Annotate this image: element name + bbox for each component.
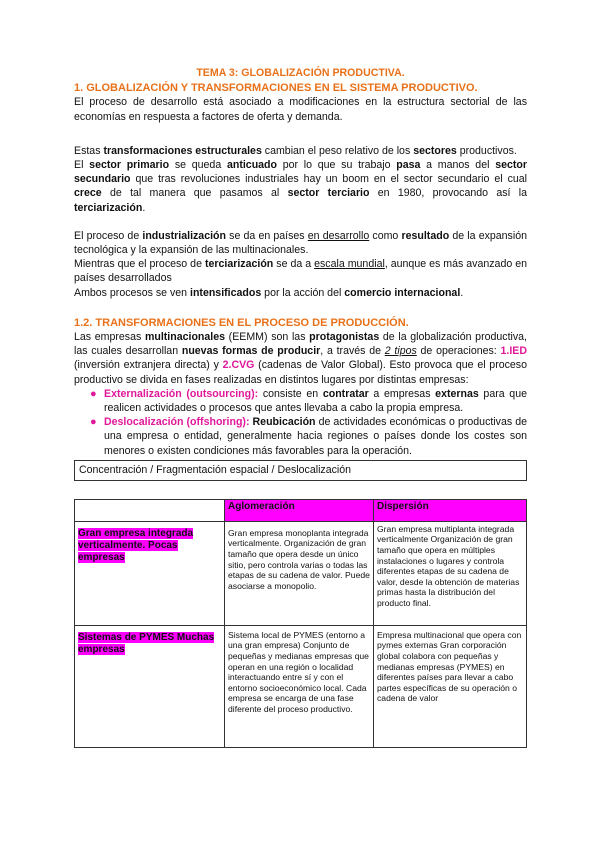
bullet-icon: ● [90,416,97,429]
operations-list [74,387,527,458]
production-table [74,499,527,748]
header-aglomeracion: Aglomeración [225,499,374,521]
section1-paragraph-2: Estas transformaciones estructurales cambian el peso relativo de los sectores productivos. [74,144,517,157]
concepts-box: Concentración / Fragmentación espacial / Deslocalización [74,460,527,481]
header-dispersion: Dispersión [374,499,527,521]
document-page [74,66,527,748]
bullet-icon: ● [90,387,97,400]
cell-sistema-local: Sistema local de PYMES (entorno a una gran empresa) Conjunto de pequeñas y medianas empresas que operan en una región o localidad interactuando entre sí y con el entorno socioeconómico local. Cada empresa se encarga de una fase diferente del proceso productivo. [225,625,374,747]
cell-multiplanta: Gran empresa multiplanta integrada verticalmente Organización de gran tamaño que opera en múltiples instalaciones o lugares y controla diferentes etapas de su cadena de valor, desde la obtención de materias primas hasta la distribución del producto final. [374,521,527,625]
list-item-deslocalizacion: ● Deslocalización (offshoring): Reubicación de actividades económicas o productivas de una empresa o entidad, generalmente hacia regiones o países donde los costes son menores o existen condiciones más favorables para la operación. [90,416,527,457]
cell-multinacional: Empresa multinacional que opera con pymes externas Gran corporación global colabora con pequeñas y medianas empresas (PYMES) en diferentes países para llevar a cabo partes específicas de su operación o cadena de valor [374,625,527,747]
table-header-row [75,499,527,521]
list-item-externalizacion: ● Externalización (outsourcing): consiste en contratar a empresas externas para que realicen actividades o procesos que antes llevaba a cabo la propia empresa. [90,387,527,415]
table-row [75,625,527,747]
section2-heading: 1.2. TRANSFORMACIONES EN EL PROCESO DE PRODUCCIÓN. [74,316,409,329]
section1-paragraph-6: Ambos procesos se ven intensificados por la acción del comercio internacional. [74,286,464,299]
table-row [75,521,527,625]
section1-paragraph-5: Mientras que el proceso de terciarización se da a escala mundial, aunque es más avanzado en países desarrollados [74,258,527,285]
section1-heading: 1. GLOBALIZACIÓN Y TRANSFORMACIONES EN EL SISTEMA PRODUCTIVO. [74,82,478,95]
row-head-gran-empresa: Gran empresa integrada verticalmente. Pocas empresas [75,521,225,625]
document-title: TEMA 3: GLOBALIZACIÓN PRODUCTIVA. [196,67,405,79]
section1-paragraph-3: El sector primario se queda anticuado por lo que su trabajo pasa a manos del sector secundario que tras revoluciones industriales hay un boom en el sector secundario el cual crece de tal manera que pasamos al sector terciario en 1980, provocando así la terciarización. [74,159,527,214]
section2-paragraph-1: Las empresas multinacionales (EEMM) son las protagonistas de la globalización productiva, las cuales desarrollan nuevas formas de producir, a través de 2 tipos de operaciones: 1.IED (inversión extranjera directa) y 2.CVG (cadenas de Valor Global). Esto provoca que el proceso productivo se divida en fases realizadas en distintos lugares por distintas empresas: [74,331,528,386]
section1-paragraph-4: El proceso de industrialización se da en países en desarrollo como resultado de la expansión tecnológica y la expansión de las multinacionales. [74,229,527,257]
table-corner-cell [75,499,225,521]
cell-monoplanta: Gran empresa monoplanta integrada verticalmente. Organización de gran tamaño que opera desde un único sitio, pero controla varias o todas las etapas de su cadena de valor. Puede asociarse a monopolio. [225,521,374,625]
section1-paragraph-1: El proceso de desarrollo está asociado a modificaciones en la estructura sectorial de las economías en respuesta a factores de oferta y demanda. [74,96,527,123]
row-head-pymes: Sistemas de PYMES Muchas empresas [75,625,225,747]
